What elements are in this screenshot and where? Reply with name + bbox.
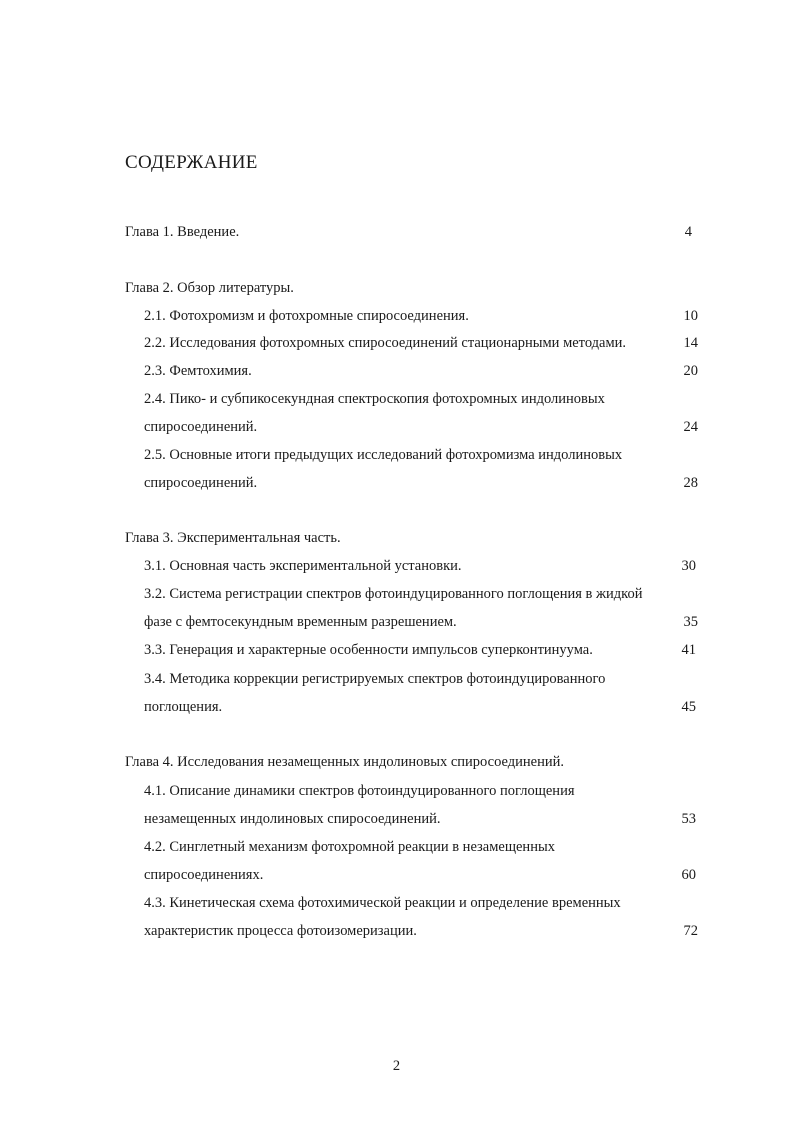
toc-page-number: 35 [683, 614, 698, 630]
toc-section-4-3-cont: характеристик процесса фотоизомеризации. [144, 923, 417, 939]
toc-page-number: 28 [683, 475, 698, 491]
toc-page-number: 4 [684, 224, 692, 240]
toc-section-4-1-cont: незамещенных индолиновых спиросоединений. [144, 811, 441, 827]
toc-chapter-4: Глава 4. Исследования незамещенных индолиновых спиросоединений. [125, 754, 565, 770]
toc-section-2-5-cont: спиросоединений. [144, 475, 258, 491]
toc-section-3-2: 3.2. Система регистрации спектров фотоиндуцированного поглощения в жидкой [144, 586, 643, 602]
toc-page-number: 30 [681, 558, 696, 574]
page-number: 2 [392, 1058, 401, 1074]
toc-section-2-4-cont: спиросоединений. [144, 419, 258, 435]
toc-section-4-3: 4.3. Кинетическая схема фотохимической реакции и определение временных [144, 895, 621, 911]
toc-section-3-2-cont: фазе с фемтосекундным временным разрешением. [144, 614, 457, 630]
toc-page-number: 72 [683, 923, 698, 939]
toc-section-3-3: 3.3. Генерация и характерные особенности импульсов суперконтинуума. [144, 642, 593, 658]
toc-section-3-4-cont: поглощения. [144, 699, 223, 715]
toc-page-number: 41 [681, 642, 696, 658]
toc-chapter-3: Глава 3. Экспериментальная часть. [125, 530, 341, 546]
toc-section-4-2: 4.2. Синглетный механизм фотохромной реакции в незамещенных [144, 839, 555, 855]
toc-section-3-1: 3.1. Основная часть экспериментальной установки. [144, 558, 462, 574]
toc-chapter-2: Глава 2. Обзор литературы. [125, 280, 294, 296]
toc-page-number: 60 [681, 867, 696, 883]
toc-section-4-1: 4.1. Описание динамики спектров фотоиндуцированного поглощения [144, 783, 575, 799]
page-title: СОДЕРЖАНИЕ [125, 152, 258, 173]
toc-section-2-2: 2.2. Исследования фотохромных спиросоединений стационарными методами. [144, 335, 627, 351]
toc-section-4-2-cont: спиросоединениях. [144, 867, 264, 883]
toc-page-number: 20 [683, 363, 698, 379]
toc-section-2-1: 2.1. Фотохромизм и фотохромные спиросоединения. [144, 308, 469, 324]
toc-page-number: 10 [683, 308, 698, 324]
toc-page-number: 53 [681, 811, 696, 827]
toc-chapter-1: Глава 1. Введение. [125, 224, 240, 240]
toc-section-2-4: 2.4. Пико- и субпикосекундная спектроскопия фотохромных индолиновых [144, 391, 605, 407]
toc-section-2-3: 2.3. Фемтохимия. [144, 363, 252, 379]
toc-page-number: 14 [683, 335, 698, 351]
toc-section-3-4: 3.4. Методика коррекции регистрируемых спектров фотоиндуцированного [144, 671, 606, 687]
toc-page-number: 45 [681, 699, 696, 715]
toc-section-2-5: 2.5. Основные итоги предыдущих исследований фотохромизма индолиновых [144, 447, 623, 463]
toc-page-number: 24 [683, 419, 698, 435]
